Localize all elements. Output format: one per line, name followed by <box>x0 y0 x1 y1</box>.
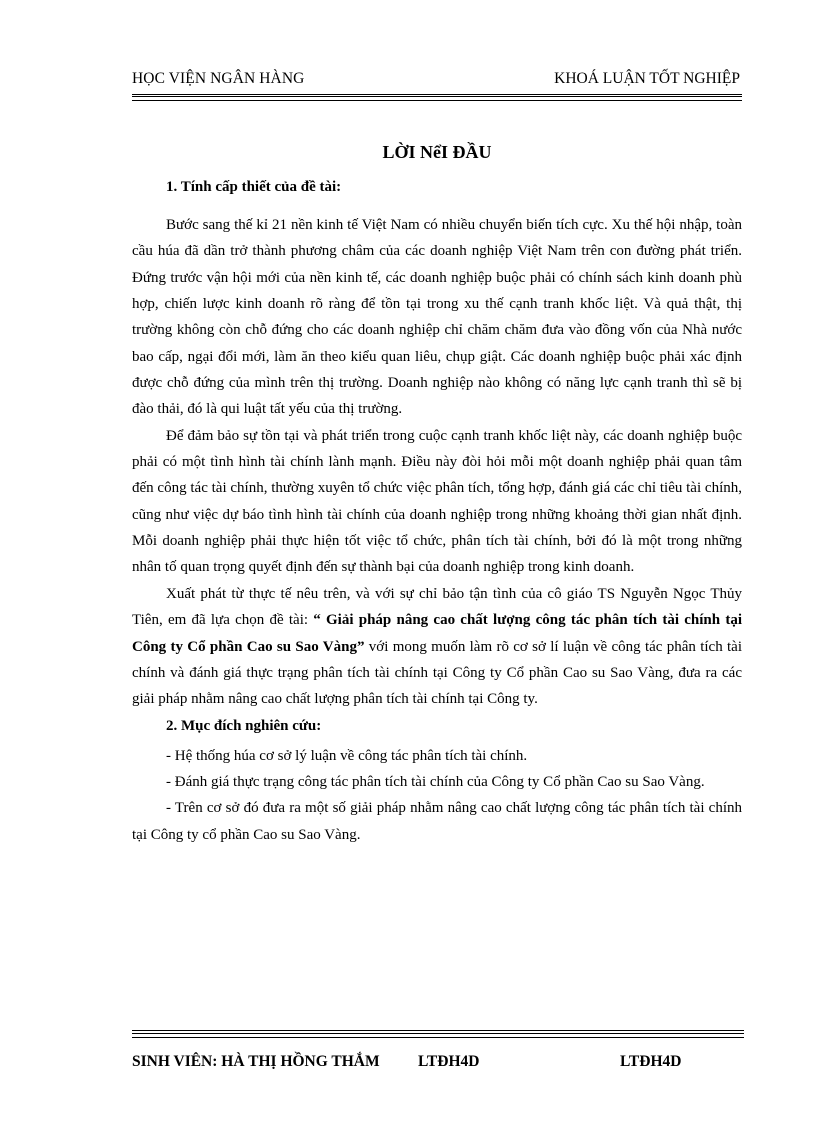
header-divider <box>132 94 742 97</box>
footer-class-code: LTĐH4D <box>418 1053 480 1070</box>
list-item: - Đánh giá thực trạng công tác phân tích tài chính của Công ty Cổ phần Cao su Sao Vàng. <box>166 773 705 790</box>
paragraph-2: Để đảm bảo sự tồn tại và phát triển trong cuộc cạnh tranh khốc liệt này, các doanh nghiệp buộc phải có một tình hình tài chính lành mạnh. Điều này đòi hỏi mỗi một doanh nghiệp phải quan tâm đến công tác tài chính, thường xuyên tổ chức việc phân tích, tổng hợp, đánh giá các chỉ tiêu tài chính, cũng như việc dự báo tình hình tài chính của doanh nghiệp trong những khoảng thời gian nhất định. Mỗi doanh nghiệp phải thực hiện tốt việc tổ chức, phân tích tài chính, bởi đó là một trong những nhân tố quan trọng quyết định đến sự thành bại của doanh nghiệp trong kinh doanh. <box>132 427 742 576</box>
footer-class-code-2: LTĐH4D <box>620 1053 682 1070</box>
list-item: - Trên cơ sở đó đưa ra một số giải pháp nhằm nâng cao chất lượng công tác phân tích tài chính tại Công ty cổ phần Cao su Sao Vàng. <box>132 800 742 843</box>
footer-divider <box>132 1030 744 1034</box>
paragraph-3 <box>132 581 742 713</box>
footer-divider-thin <box>132 1037 744 1038</box>
page-body <box>132 140 742 848</box>
list-item: - Hệ thống húa cơ sở lý luận về công tác phân tích tài chính. <box>166 747 528 764</box>
footer-student-name: SINH VIÊN: HÀ THỊ HỒNG THẮM <box>132 1053 380 1070</box>
header-document-type: KHOÁ LUẬN TỐT NGHIỆP <box>554 70 740 87</box>
paragraph-1: Bước sang thế kỉ 21 nền kinh tế Việt Nam có nhiều chuyển biến tích cực. Xu thế hội nhập, toàn cầu húa đã dần trở thành phương châm của các doanh nghiệp Việt Nam trên con đường phát triển. Đứng trước vận hội mới của nền kinh tế, các doanh nghiệp buộc phải có chính sách kinh doanh phù hợp, chiến lược kinh doanh rõ ràng để tồn tại trong xu thế cạnh tranh khốc liệt. Và quả thật, thị trường không còn chỗ đứng cho các doanh nghiệp chỉ chăm chăm đưa vào đồng vốn của Nhà nước bao cấp, ngại đổi mới, làm ăn theo kiểu quan liêu, chụp giật. Các doanh nghiệp buộc phải xác định được chỗ đứng của mình trên thị trường. Doanh nghiệp nào không có năng lực cạnh tranh thì sẽ bị đào thải, đó là qui luật tất yếu của thị trường. <box>132 217 742 418</box>
page-header <box>132 70 740 94</box>
paragraph-3-rest: với mong muốn làm rõ cơ sở lí luận về công tác phân tích tài chính và đánh giá thực trạng phân tích tài chính tại Công ty Cổ phần Cao su Sao Vàng, đưa ra các giải pháp nhằm nâng cao chất lượng phân tích tài chính tại Công ty. <box>132 638 742 708</box>
section-heading-2: 2. Mục đích nghiên cứu: <box>166 717 322 734</box>
thesis-topic: “ Giải pháp nâng cao chất lượng công tác phân tích tài chính tại Công ty Cổ phần Cao su Sao Vàng” <box>132 612 743 655</box>
header-institution: HỌC VIỆN NGÂN HÀNG <box>132 70 305 87</box>
header-divider-thin <box>132 100 742 101</box>
section-heading-1: 1. Tính cấp thiết của đề tài: <box>166 179 342 195</box>
page-title: LỜI NểI ĐẦU <box>382 142 492 162</box>
paragraph-3-intro: Xuất phát từ thực tế nêu trên, và với sự chỉ bảo tận tình của cô giáo TS Nguyễn Ngọc Thủy Tiên, em đã lựa chọn đề tài: <box>132 585 742 629</box>
page-footer <box>132 1053 744 1075</box>
